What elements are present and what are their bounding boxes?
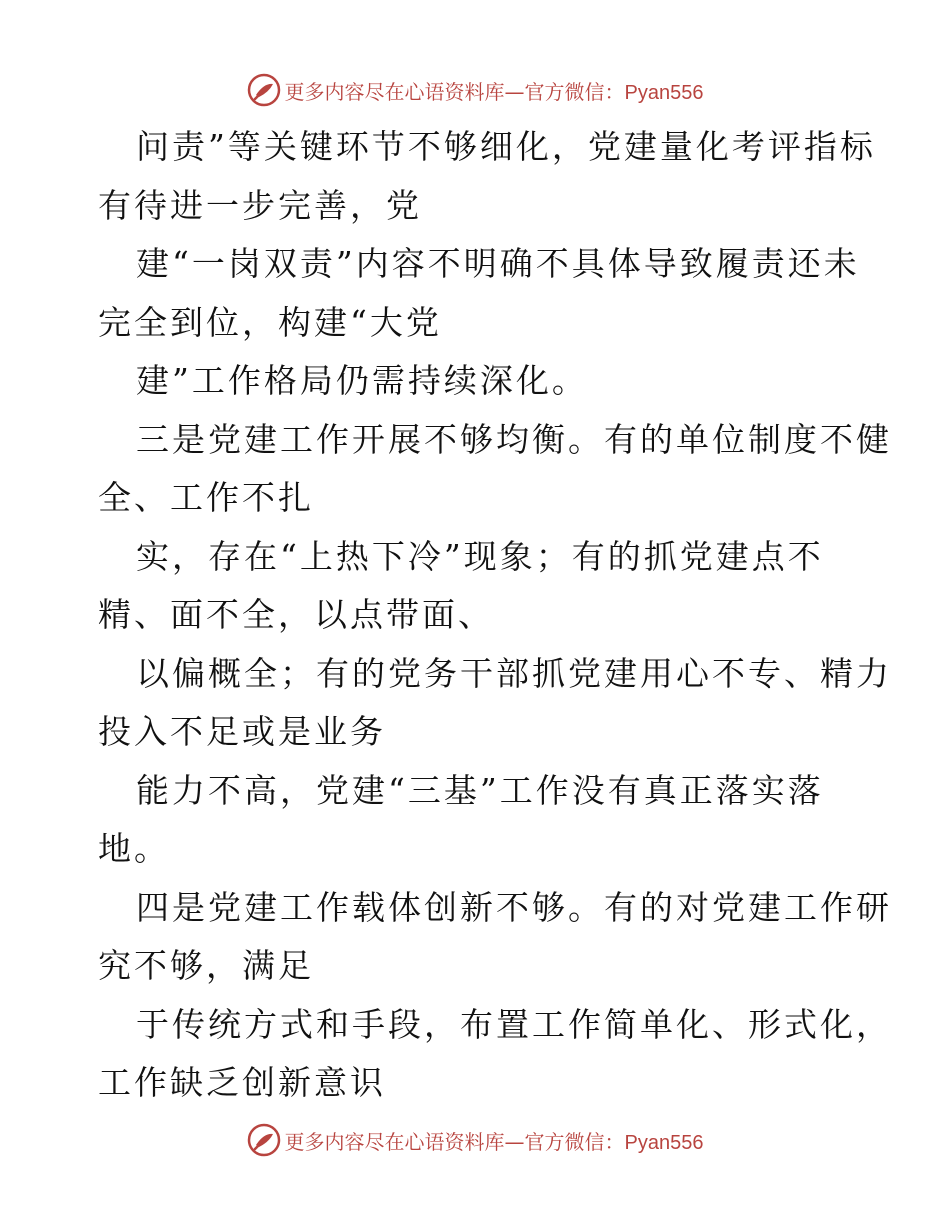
- watermark-sub-text: —官方微信：: [504, 1129, 625, 1154]
- text-line: 建“一岗双责”内容不明确不具体导致履责还未: [136, 244, 860, 283]
- text-line: 工作缺乏创新意识: [98, 1063, 386, 1102]
- text-line: 地。: [98, 829, 170, 868]
- text-line: 于传统方式和手段，布置工作简单化、形式化，: [136, 1004, 892, 1044]
- text-line: 四是党建工作载体创新不够。有的对党建工作研: [136, 887, 892, 927]
- text-line: 三是党建工作开展不够均衡。有的单位制度不健: [136, 419, 892, 459]
- text-line: 以偏概全；有的党务干部抓党建用心不专、精力: [136, 653, 892, 693]
- text-line: 全、工作不扎: [98, 478, 314, 517]
- watermark-wechat-id: Pyan556: [624, 1131, 704, 1154]
- watermark-sub-text: —官方微信：: [504, 79, 625, 104]
- text-line: 有待进一步完善，党: [98, 185, 422, 225]
- text-line: 实，存在“上热下冷”现象；有的抓党建点不: [136, 536, 824, 576]
- watermark-wechat-id: Pyan556: [624, 81, 704, 104]
- text-line: 精、面不全，以点带面、: [98, 595, 494, 634]
- header-watermark: [0, 70, 950, 110]
- watermark-main-text: 更多内容尽在心语资料库: [284, 79, 505, 104]
- text-line: 问责”等关键环节不够细化，党建量化考评指标: [136, 127, 876, 166]
- text-line: 能力不高，党建“三基”工作没有真正落实落: [136, 770, 824, 810]
- footer-watermark: [0, 1120, 950, 1160]
- book-pen-logo-icon: [247, 73, 281, 107]
- document-body: [98, 118, 892, 1113]
- text-line: 建”工作格局仍需持续深化。: [136, 361, 588, 400]
- text-line: 究不够，满足: [98, 946, 314, 985]
- book-pen-logo-icon: [247, 1123, 281, 1157]
- text-line: 投入不足或是业务: [98, 712, 386, 751]
- watermark-main-text: 更多内容尽在心语资料库: [284, 1129, 505, 1154]
- text-line: 完全到位，构建“大党: [98, 302, 442, 342]
